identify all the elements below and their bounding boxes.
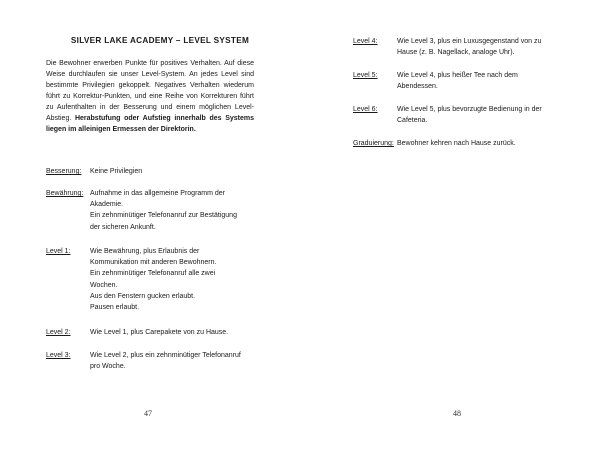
entry-line: der sicheren Ankunft. — [90, 223, 156, 231]
entry-label: Level 6: — [353, 106, 378, 113]
entry-line: Abendessen. — [397, 83, 438, 91]
entry-text — [90, 166, 142, 177]
entry-line: Wie Bewährung, plus Erlaubnis der — [90, 248, 200, 255]
entry-line: Wie Level 2, plus ein zehnminütiger Telefonanruf — [90, 352, 241, 359]
entry-text — [397, 104, 542, 126]
entry-text — [397, 138, 516, 149]
entry-text — [397, 70, 518, 92]
page-number-left: 47 — [144, 409, 152, 418]
entry-label: Bewährung: — [46, 190, 84, 197]
right-page — [300, 0, 600, 461]
entry-label: Level 5: — [353, 72, 378, 79]
entry-label: Level 4: — [353, 38, 378, 45]
entry-line: Ein zehnminütiger Telefonanruf alle zwei — [90, 270, 216, 278]
entry-label: Level 2: — [46, 329, 71, 336]
entry-line: Wie Level 3, plus ein Luxusgegenstand von zu — [397, 38, 542, 45]
entry-line: Cafeteria. — [397, 117, 428, 125]
entry-line: Wie Level 1, plus Carepakete von zu Hause. — [90, 329, 229, 336]
entry-label: Level 3: — [46, 352, 71, 359]
entry-text — [90, 188, 237, 233]
document-title: SILVER LAKE ACADEMY – LEVEL SYSTEM — [70, 36, 250, 45]
entry-line: Ein zehnminütiger Telefonanruf zur Bestätigung — [90, 212, 237, 220]
entry-line: Akademie. — [90, 201, 124, 209]
entry-line: Wie Level 4, plus heißer Tee nach dem — [397, 72, 518, 79]
entry-text — [90, 327, 228, 338]
entry-line: Aus den Fenstern gucken erlaubt. — [90, 292, 196, 300]
entry-line: pro Woche. — [90, 363, 126, 371]
page-number-right: 48 — [453, 409, 461, 418]
entry-line: Keine Privilegien — [90, 168, 143, 175]
entry-line: Kommunikation mit anderen Bewohnern. — [90, 259, 217, 267]
entry-line: Wochen. — [90, 281, 118, 289]
entry-label: Besserung: — [46, 168, 82, 175]
entry-line: Pausen erlaubt. — [90, 304, 140, 312]
intro-text: Die Bewohner erwerben Punkte für positives Verhalten. Auf diese Weise durchlaufen sie unser Level-System. An jedes Level sind bestimmte Privilegien gekoppelt. Negatives Verhalten wiederum führt zu Korrektur-Punkten, und eine Reihe von Korrekturen führt zu Aufenthalten in der Besserung und einem möglichen Level-Abstieg. — [46, 60, 254, 122]
entry-text — [397, 36, 541, 58]
intro-bold-text: Herabstufung oder Aufstieg innerhalb des Systems liegen im alleinigen Ermessen der Direktorin. — [46, 115, 254, 133]
entry-text — [90, 246, 216, 313]
entry-line: Hause (z. B. Nagellack, analoge Uhr). — [397, 49, 515, 57]
intro-paragraph — [46, 58, 254, 135]
entry-text — [90, 350, 241, 372]
entry-label: Level 1: — [46, 248, 71, 255]
entry-line: Bewohner kehren nach Hause zurück. — [397, 140, 516, 147]
entry-label: Graduierung: — [353, 140, 394, 147]
entry-line: Aufnahme in das allgemeine Programm der — [90, 190, 226, 197]
entry-line: Wie Level 5, plus bevorzugte Bedienung in der — [397, 106, 542, 113]
